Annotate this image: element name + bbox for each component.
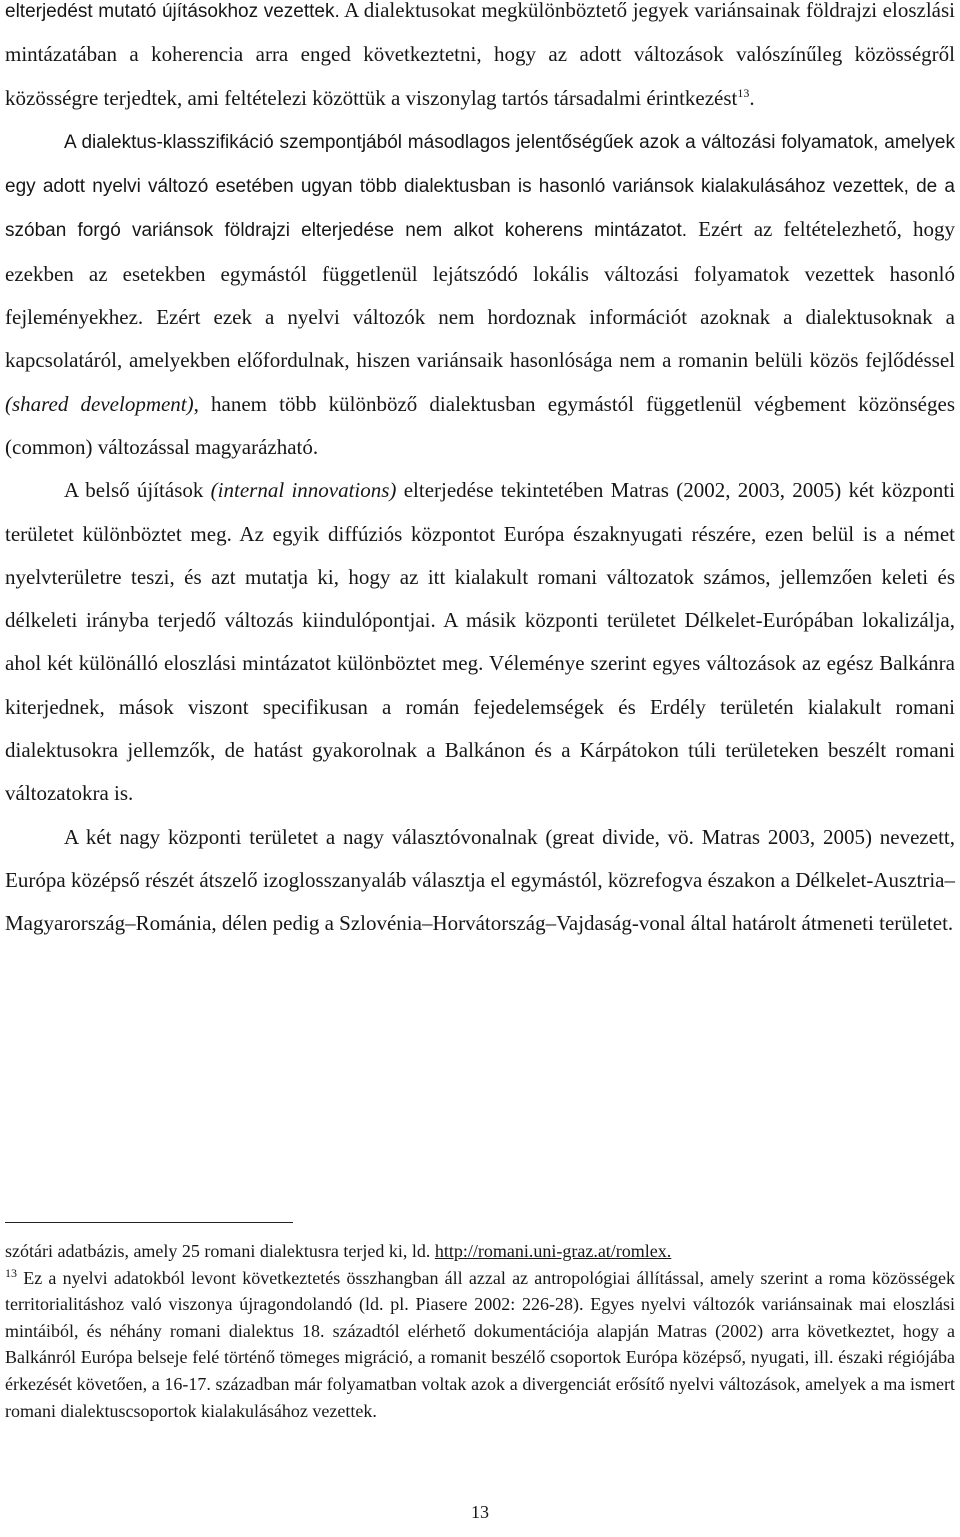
paragraph-2-italic: (shared development) [5, 391, 194, 416]
footnote-13-marker: 13 [5, 1265, 17, 1280]
footnote-continuation [5, 1238, 955, 1265]
paragraph-1 [5, 0, 955, 120]
paragraph-1-body: A dialektusokat megkülönböztető jegyek variánsainak földrajzi eloszlási mintázatában a koherencia arra enged következtetni, hogy az adott változások valószínűleg közösségről közösségre terjedtek, ami feltételezi közöttük a viszonylag tartós társadalmi érintkezést [5, 0, 955, 110]
main-text [5, 0, 955, 946]
paragraph-3-body: elterjedése tekintetében Matras (2002, 2003, 2005) két központi területet különböztet meg. Az egyik diffúziós központot Európa északnyugati részére, ezen belül is a német nyelvterületre teszi, és azt mutatja ki, hogy az itt kialakult romani változatok számos, jellemzően keleti és délkeleti irányba terjedő változás kiindulópontjai. A másik központi területet Délkelet-Európában lokalizálja, ahol két különálló eloszlási mintázatot különböztet meg. Véleménye szerint egyes változások az egész Balkánra kiterjednek, mások viszont specifikusan a román fejedelemségek és Erdély területén kialakult romani dialektusokra jellemzők, de hatást gyakorolnak a Balkánon és a Kárpátokon túli területeken beszélt romani változatokra is. [5, 478, 955, 806]
paragraph-1-lead: elterjedést mutató újításokhoz vezettek. [5, 1, 340, 22]
footnote-13-text: Ez a nyelvi adatokból levont következtetés összhangban áll azzal az antropológiai állítással, amely szerint a roma közösségek territorialitáshoz való viszonya újragondolandó (ld. pl. Piasere 2002: 226-28). Egyes nyelvi változók variánsainak mai eloszlási mintáiból, és néhány romani dialektus 18. századtól elérhető dokumentációja alapján Matras (2002) arra következtet, hogy a Balkánról Európa belseje felé történő tömeges migráció, a romanit beszélő csoportok Európa középső, nyugati, ill. északi régiójába érkezését követően, a 16-17. században már folyamatban voltak azok a divergenciát erősítő nyelvi változások, amelyek a ma ismert romani dialektuscsoportok kialakulásához vezettek. [5, 1267, 955, 1421]
footnotes [5, 1238, 955, 1424]
footnote-continuation-text: szótári adatbázis, amely 25 romani dialektusra terjed ki, ld. [5, 1241, 435, 1261]
footnote-separator [5, 1222, 293, 1223]
paragraph-3-lead: A belső újítások [64, 478, 211, 503]
paragraph-4 [5, 816, 955, 946]
paragraph-2-body: Ezért az feltételezhető, hogy ezekben az esetekben egymástól függetlenül lejátszódó lokális változási folyamatok vezettek hasonló fejleményekhez. Ezért ezek a nyelvi változók nem hordoznak információt azoknak a dialektusoknak a kapcsolatáról, amelyekben előfordulnak, hiszen variánsaik hasonlósága nem a romanin belüli közös fejlődéssel [5, 217, 956, 373]
paragraph-2 [5, 120, 955, 469]
paragraph-2-tail: , hanem több különböző dialektusban egymástól függetlenül végbement közönséges (common) változással magyarázható. [5, 391, 955, 459]
paragraph-1-end: . [749, 85, 755, 110]
page-number: 13 [471, 1502, 489, 1522]
footnote-13 [5, 1265, 955, 1425]
romlex-link[interactable]: http://romani.uni-graz.at/romlex. [434, 1241, 672, 1261]
paragraph-3 [5, 469, 955, 815]
paragraph-2-lead: A dialektus-klasszifikáció szempontjából másodlagos jelentőségűek azok a változási folyamatok, amelyek egy adott nyelvi változó esetében ugyan több dialektusban is hasonló variánsok kialakulásához vezettek, de a szóban forgó variánsok földrajzi elterjedése nem alkot koherens mintázatot. [5, 131, 955, 242]
paragraph-4-body: A két nagy központi területet a nagy választóvonalnak (great divide, vö. Matras 2003, 2005) nevezett, Európa középső részét átszelő izoglosszanyaláb választja el egymástól, közrefogva északon a Délkelet-Ausztria–Magyarország–Románia, délen pedig a Szlovénia–Horvátország–Vajdaság-vonal által határolt átmeneti területet. [5, 824, 955, 936]
paragraph-3-italic: (internal innovations) [210, 478, 397, 503]
footnote-ref-13: 13 [737, 85, 750, 100]
